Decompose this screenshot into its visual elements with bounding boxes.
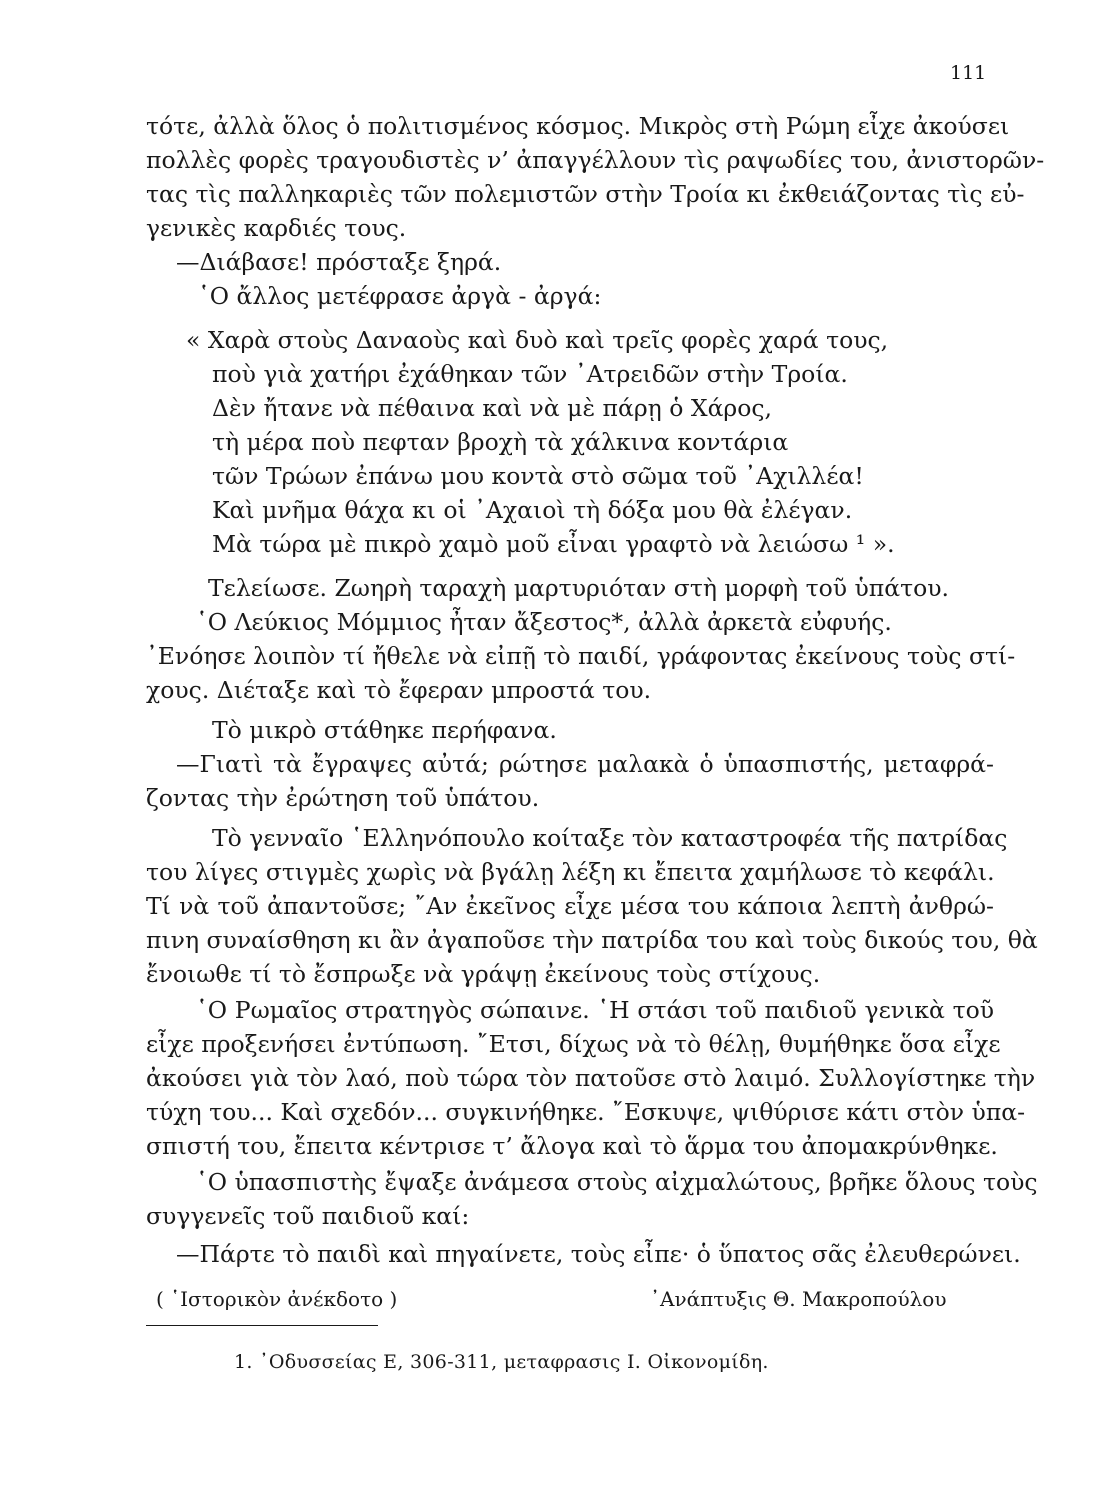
verse-line: Καὶ μνῆμα θάχα κι οἱ ᾿Αχαιοὶ τὴ δόξα μου θὰ ἐλέγαν. xyxy=(212,496,853,524)
verse-line: Μὰ τώρα μὲ πικρὸ χαμὸ μοῦ εἶναι γραφτὸ νὰ λειώσω ¹ ». xyxy=(212,530,895,558)
verse-line: τῶν Τρώων ἐπάνω μου κοντὰ στὸ σῶμα τοῦ ᾿Αχιλλέα! xyxy=(212,462,864,490)
verse-line: « Χαρὰ στοὺς Δαναοὺς καὶ δυὸ καὶ τρεῖς φορὲς χαρά τους, xyxy=(186,326,889,354)
dialogue-line: —Πάρτε τὸ παιδὶ καὶ πηγαίνετε, τοὺς εἶπε· ὁ ὕπατος σᾶς ἐλευθερώνει. xyxy=(176,1240,1021,1268)
dialogue-line: —Γιατὶ τὰ ἔγραψες αὐτά; ρώτησε μαλακὰ ὁ ὑπασπιστής, μεταφρά- xyxy=(176,750,994,778)
text-line: τύχη του... Καὶ σχεδόν... συγκινήθηκε. ῎Εσκυψε, ψιθύρισε κάτι στὸν ὑπα- xyxy=(146,1098,1026,1126)
text-line: ῾Ο Λεύκιος Μόμμιος ἦταν ἄξεστος*, ἀλλὰ ἀρκετὰ εὐφυής. xyxy=(196,608,892,636)
text-line: πινη συναίσθηση κι ἂν ἀγαποῦσε τὴν πατρίδα του καὶ τοὺς δικούς του, θὰ xyxy=(146,926,1038,954)
text-line: εἶχε προξενήσει ἐντύπωση. ῎Ετσι, δίχως νὰ τὸ θέλῃ, θυμήθηκε ὅσα εἶχε xyxy=(146,1030,1001,1058)
text-line: ζοντας τὴν ἐρώτηση τοῦ ὑπάτου. xyxy=(146,784,540,812)
text-line: ᾿Ενόησε λοιπὸν τί ἤθελε νὰ εἰπῇ τὸ παιδί, γράφοντας ἐκείνους τοὺς στί- xyxy=(146,642,1016,670)
footnote-divider xyxy=(146,1325,378,1326)
author-credit: ᾿Ανάπτυξις Θ. Μακροπούλου xyxy=(650,1287,947,1311)
text-line: ἔνοιωθε τί τὸ ἔσπρωξε νὰ γράψῃ ἐκείνους τοὺς στίχους. xyxy=(146,960,821,988)
text-line: χους. Διέταξε καὶ τὸ ἔφεραν μπροστά του. xyxy=(146,676,652,704)
text-line: ῾Ο ἄλλος μετέφρασε ἀργὰ - ἀργά: xyxy=(198,282,602,310)
text-line: σπιστή του, ἔπειτα κέντρισε τ’ ἄλογα καὶ τὸ ἅρμα του ἀπομακρύνθηκε. xyxy=(146,1132,998,1160)
page-number: 111 xyxy=(950,62,987,84)
source-note: ( ῾Ιστορικὸν ἀνέκδοτο ) xyxy=(156,1287,398,1311)
text-line: του λίγες στιγμὲς χωρὶς νὰ βγάλῃ λέξη κι ἔπειτα χαμήλωσε τὸ κεφάλι. xyxy=(146,858,995,886)
dialogue-line: —Διάβασε! πρόσταξε ξηρά. xyxy=(176,248,502,276)
text-line: Τὸ γενναῖο ῾Ελληνόπουλο κοίταξε τὸν καταστροφέα τῆς πατρίδας xyxy=(212,824,1008,852)
text-line: τας τὶς παλληκαριὲς τῶν πολεμιστῶν στὴν Τροία κι ἐκθειάζοντας τὶς εὐ- xyxy=(146,180,1025,208)
text-line: Τελείωσε. Ζωηρὴ ταραχὴ μαρτυριόταν στὴ μορφὴ τοῦ ὑπάτου. xyxy=(208,574,950,602)
footnote: 1. ᾿Οδυσσείας Ε, 306-311, μεταφρασις Ι. Οἰκονομίδη. xyxy=(234,1351,769,1373)
text-line: Τί νὰ τοῦ ἀπαντοῦσε; ῎Αν ἐκεῖνος εἶχε μέσα του κάποια λεπτὴ ἀνθρώ- xyxy=(146,892,994,920)
text-line: ῾Ο ὑπασπιστὴς ἔψαξε ἀνάμεσα στοὺς αἰχμαλώτους, βρῆκε ὅλους τοὺς xyxy=(196,1168,1038,1196)
verse-line: ποὺ γιὰ χατήρι ἐχάθηκαν τῶν ᾿Ατρειδῶν στὴν Τροία. xyxy=(212,360,848,388)
verse-line: Δὲν ἤτανε νὰ πέθαινα καὶ νὰ μὲ πάρῃ ὁ Χάρος, xyxy=(212,394,773,422)
text-line: ἀκούσει γιὰ τὸν λαό, ποὺ τώρα τὸν πατοῦσε στὸ λαιμό. Συλλογίστηκε τὴν xyxy=(146,1064,1036,1092)
text-line: ῾Ο Ρωμαῖος στρατηγὸς σώπαινε. ῾Η στάσι τοῦ παιδιοῦ γενικὰ τοῦ xyxy=(196,996,994,1024)
verse-line: τὴ μέρα ποὺ πεφταν βροχὴ τὰ χάλκινα κοντάρια xyxy=(212,428,789,456)
text-line: Τὸ μικρὸ στάθηκε περήφανα. xyxy=(212,716,557,744)
text-line: πολλὲς φορὲς τραγουδιστὲς ν’ ἀπαγγέλλουν τὶς ραψωδίες του, ἀνιστορῶν- xyxy=(146,146,1045,174)
text-line: συγγενεῖς τοῦ παιδιοῦ καί: xyxy=(146,1202,470,1230)
text-line: γενικὲς καρδιές τους. xyxy=(146,214,407,242)
text-line: τότε, ἀλλὰ ὅλος ὁ πολιτισμένος κόσμος. Μικρὸς στὴ Ρώμη εἶχε ἀκούσει xyxy=(146,112,1010,140)
